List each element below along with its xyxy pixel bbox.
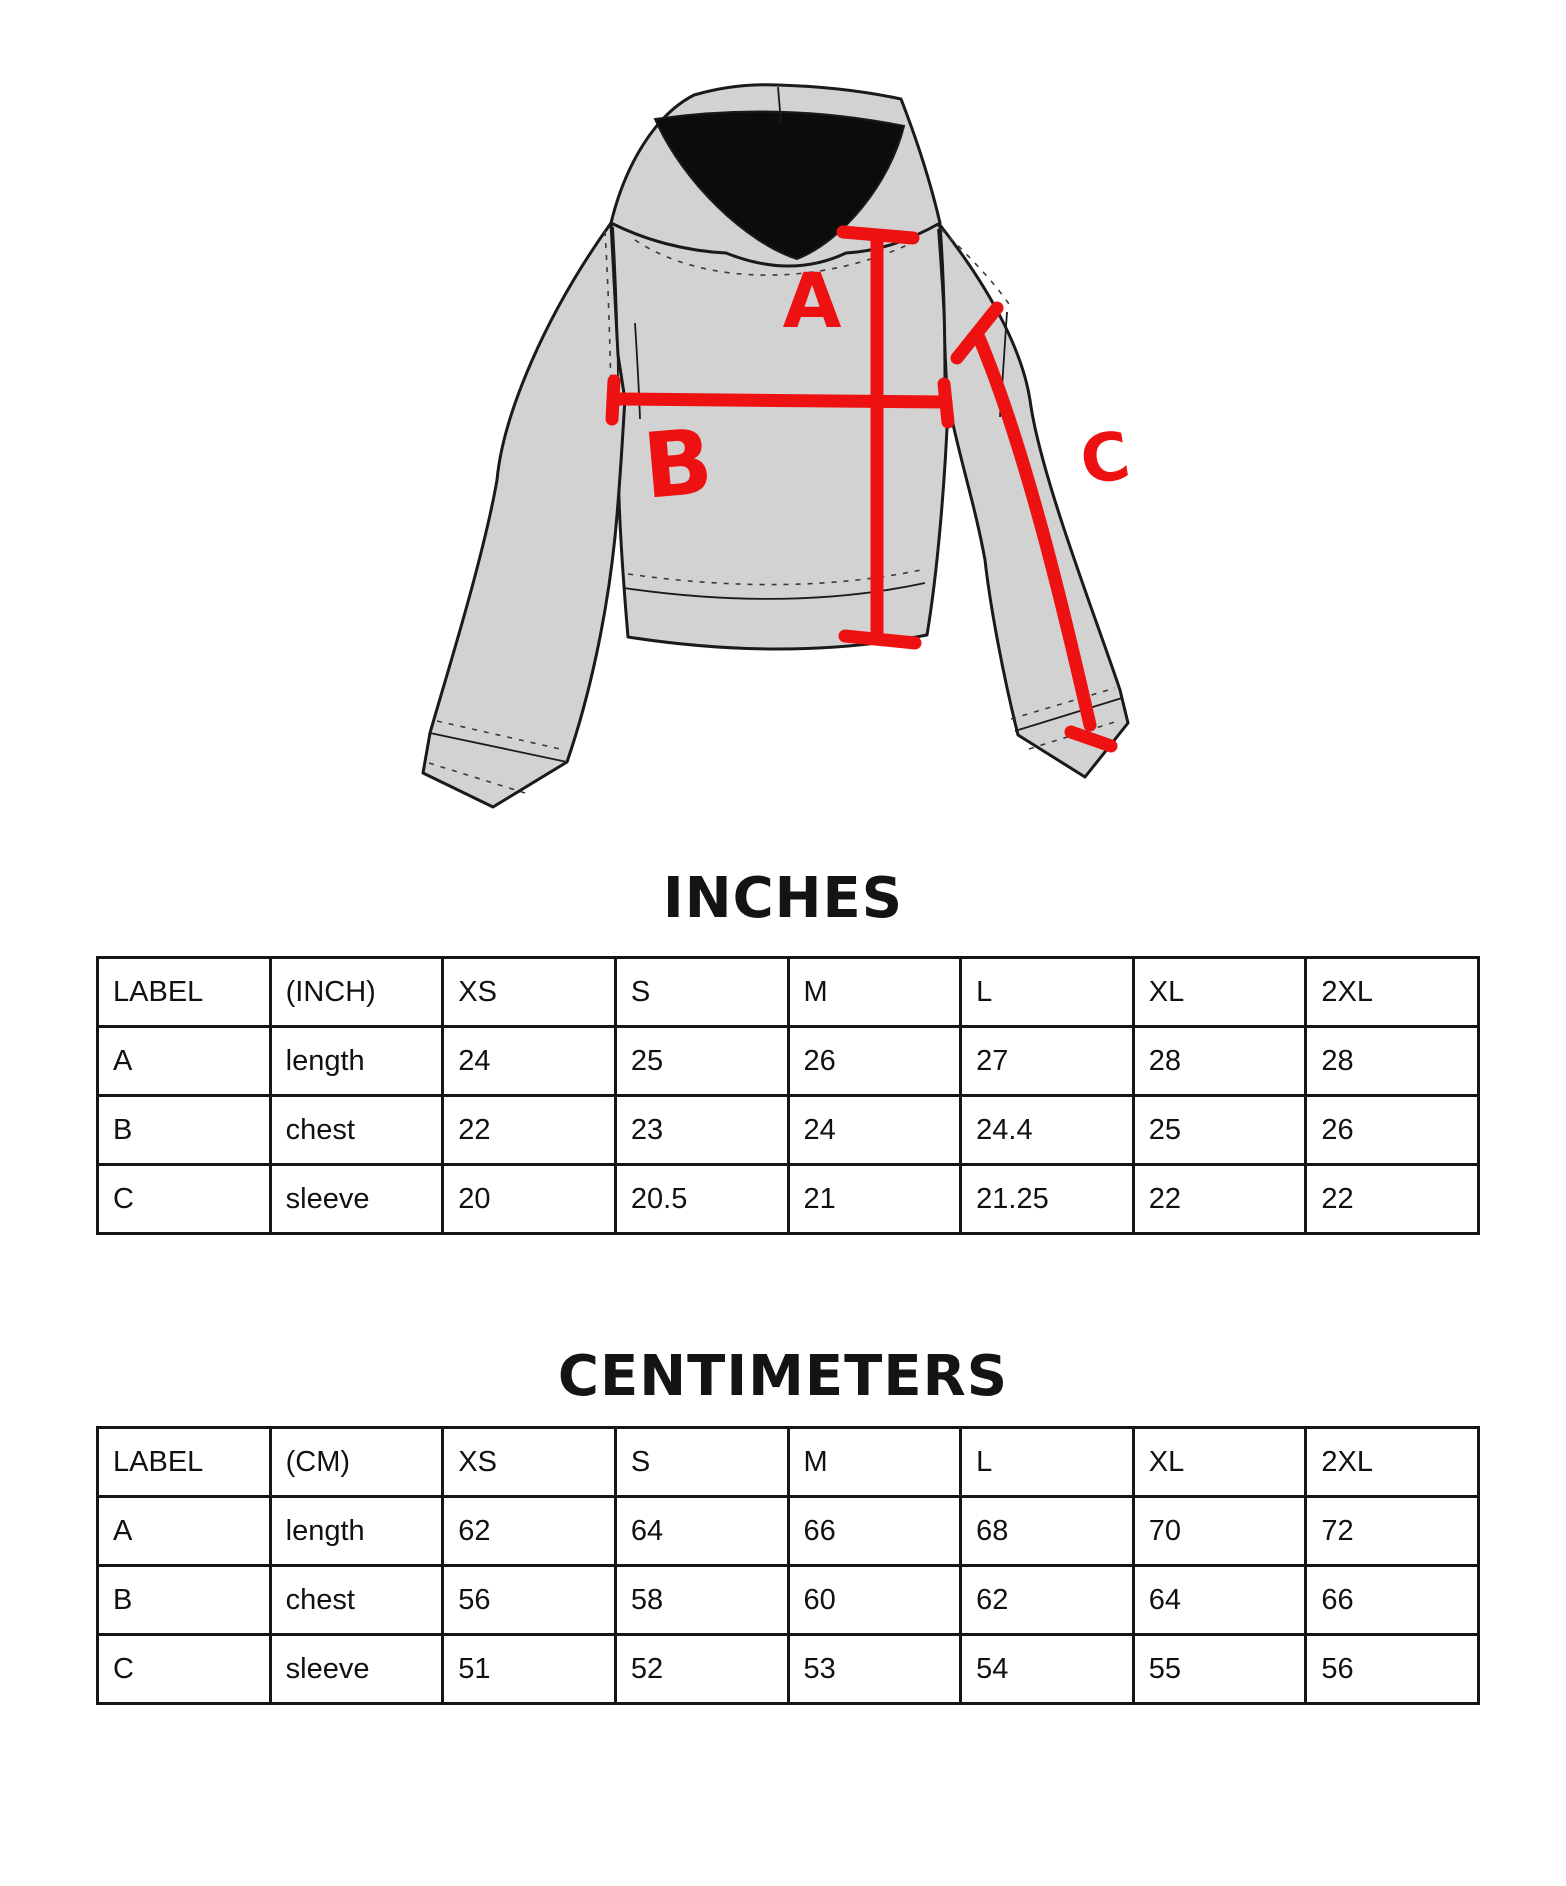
column-header: L bbox=[961, 1428, 1134, 1497]
measure-line-b-cap-left bbox=[612, 381, 614, 419]
table-cell: 24 bbox=[788, 1096, 961, 1165]
column-header: 2XL bbox=[1306, 1428, 1479, 1497]
table-cell: 22 bbox=[1133, 1165, 1306, 1234]
table-cell: 54 bbox=[961, 1635, 1134, 1704]
table-cell: sleeve bbox=[270, 1635, 443, 1704]
table-cell: length bbox=[270, 1497, 443, 1566]
table-cell: 51 bbox=[443, 1635, 616, 1704]
column-header: (INCH) bbox=[270, 958, 443, 1027]
table-row bbox=[98, 1635, 1479, 1704]
measure-line-a-cap-bottom bbox=[845, 636, 915, 643]
table-row bbox=[98, 1096, 1479, 1165]
table-row bbox=[98, 1497, 1479, 1566]
table-cell: 23 bbox=[615, 1096, 788, 1165]
table-row bbox=[98, 1027, 1479, 1096]
table-cell: B bbox=[98, 1096, 271, 1165]
measure-label-a: A bbox=[782, 256, 842, 345]
left-sleeve bbox=[423, 223, 625, 807]
table-cell: C bbox=[98, 1635, 271, 1704]
table-cell: sleeve bbox=[270, 1165, 443, 1234]
table-cell: 60 bbox=[788, 1566, 961, 1635]
table-row bbox=[98, 1566, 1479, 1635]
table-cell: 25 bbox=[1133, 1096, 1306, 1165]
table-cell: 21.25 bbox=[961, 1165, 1134, 1234]
table-cell: 28 bbox=[1306, 1027, 1479, 1096]
table-cell: 72 bbox=[1306, 1497, 1479, 1566]
table-cell: 26 bbox=[1306, 1096, 1479, 1165]
column-header: L bbox=[961, 958, 1134, 1027]
inches-header-row bbox=[98, 958, 1479, 1027]
table-cell: 22 bbox=[1306, 1165, 1479, 1234]
table-cell: 20.5 bbox=[615, 1165, 788, 1234]
table-cell: 56 bbox=[443, 1566, 616, 1635]
table-cell: C bbox=[98, 1165, 271, 1234]
table-cell: 64 bbox=[615, 1497, 788, 1566]
table-cell: 58 bbox=[615, 1566, 788, 1635]
centimeters-title: CENTIMETERS bbox=[557, 1344, 1009, 1409]
column-header: S bbox=[615, 958, 788, 1027]
table-cell: 24.4 bbox=[961, 1096, 1134, 1165]
measure-label-b: B bbox=[639, 409, 717, 520]
inches-title: INCHES bbox=[662, 866, 904, 931]
table-cell: 24 bbox=[443, 1027, 616, 1096]
measure-label-c: C bbox=[1075, 416, 1136, 501]
measure-line-a-cap-top bbox=[843, 232, 913, 238]
measure-line-b-cap-right bbox=[944, 384, 948, 422]
table-cell: 27 bbox=[961, 1027, 1134, 1096]
column-header: M bbox=[788, 958, 961, 1027]
table-row bbox=[98, 1165, 1479, 1234]
table-cell: length bbox=[270, 1027, 443, 1096]
hoodie-illustration bbox=[385, 55, 1145, 810]
table-cell: 21 bbox=[788, 1165, 961, 1234]
table-cell: A bbox=[98, 1497, 271, 1566]
centimeters-header-row bbox=[98, 1428, 1479, 1497]
column-header: LABEL bbox=[98, 958, 271, 1027]
table-cell: 55 bbox=[1133, 1635, 1306, 1704]
column-header: LABEL bbox=[98, 1428, 271, 1497]
table-cell: 64 bbox=[1133, 1566, 1306, 1635]
table-cell: 52 bbox=[615, 1635, 788, 1704]
table-cell: 22 bbox=[443, 1096, 616, 1165]
table-cell: 53 bbox=[788, 1635, 961, 1704]
table-cell: chest bbox=[270, 1096, 443, 1165]
table-cell: 66 bbox=[1306, 1566, 1479, 1635]
table-cell: 68 bbox=[961, 1497, 1134, 1566]
table-cell: 66 bbox=[788, 1497, 961, 1566]
centimeters-table bbox=[96, 1426, 1480, 1705]
table-cell: 62 bbox=[961, 1566, 1134, 1635]
table-cell: chest bbox=[270, 1566, 443, 1635]
table-cell: 62 bbox=[443, 1497, 616, 1566]
column-header: S bbox=[615, 1428, 788, 1497]
table-cell: B bbox=[98, 1566, 271, 1635]
column-header: XL bbox=[1133, 958, 1306, 1027]
measure-line-b bbox=[616, 399, 946, 402]
inches-table bbox=[96, 956, 1480, 1235]
table-cell: 26 bbox=[788, 1027, 961, 1096]
column-header: M bbox=[788, 1428, 961, 1497]
hoodie-measurement-diagram bbox=[385, 55, 1145, 810]
table-cell: 28 bbox=[1133, 1027, 1306, 1096]
column-header: XS bbox=[443, 958, 616, 1027]
column-header: (CM) bbox=[270, 1428, 443, 1497]
table-cell: 20 bbox=[443, 1165, 616, 1234]
table-cell: A bbox=[98, 1027, 271, 1096]
table-cell: 56 bbox=[1306, 1635, 1479, 1704]
column-header: 2XL bbox=[1306, 958, 1479, 1027]
column-header: XS bbox=[443, 1428, 616, 1497]
table-cell: 70 bbox=[1133, 1497, 1306, 1566]
table-cell: 25 bbox=[615, 1027, 788, 1096]
column-header: XL bbox=[1133, 1428, 1306, 1497]
